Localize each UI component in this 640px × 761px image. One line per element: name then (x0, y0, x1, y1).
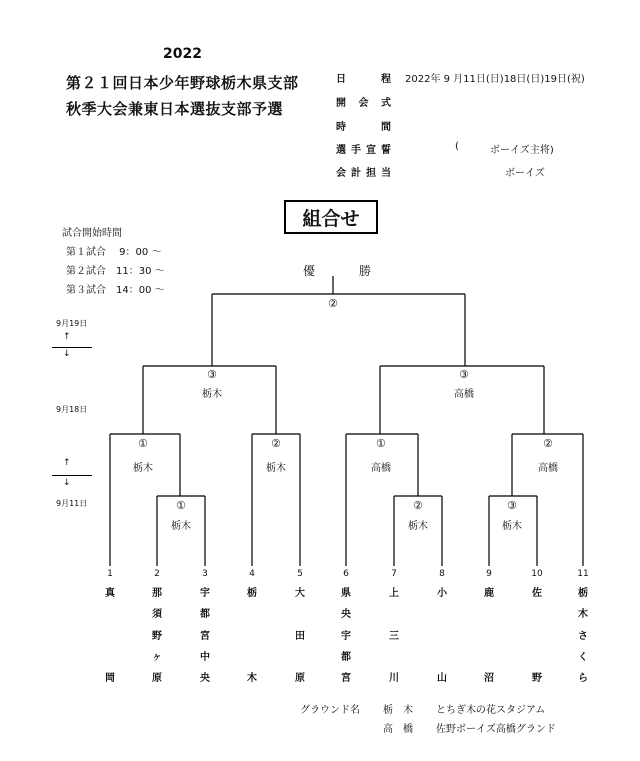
date-sep11: 9月11日 (56, 499, 88, 508)
time-label: 時 間 (336, 122, 392, 133)
team-number: 5 (297, 569, 303, 579)
team-name-char: 宮 (341, 673, 351, 684)
team-name-char: 央 (200, 673, 210, 684)
team-name-char: 宮 (200, 631, 210, 642)
final-game-number: ② (328, 297, 338, 310)
r1c-game-number: ③ (507, 499, 517, 512)
qf4-venue: 高橋 (538, 463, 558, 474)
team-name-char: 央 (341, 609, 351, 620)
qf3-venue: 高橋 (371, 463, 391, 474)
team-number: 3 (202, 569, 208, 579)
team-name-char: 木 (247, 673, 257, 684)
qf1-venue: 栃木 (133, 463, 153, 474)
schedule-label: 日 程 (336, 74, 392, 85)
team-name-char: 真 (105, 588, 115, 599)
qf2-game-number: ② (271, 437, 281, 450)
team-name-char: 大 (295, 588, 305, 599)
champion-label: 優 勝 (303, 264, 388, 278)
qf1-bracket-line (110, 434, 180, 566)
final-bracket-line (212, 276, 465, 366)
opening-ceremony-label: 開 会 式 (336, 98, 392, 109)
team-name-char: 栃 (578, 588, 588, 599)
team-number: 7 (391, 569, 397, 579)
team-name-char: さ (578, 631, 588, 642)
schedule-value: 2022年 9 月11日(日)18日(日)19日(祝) (405, 74, 585, 85)
tournament-title-line1: 第２１回日本少年野球栃木県支部 (66, 74, 299, 92)
semi-left-venue: 栃木 (202, 389, 222, 400)
up-arrow-icon: ↑ (63, 332, 71, 342)
r1c-venue: 栃木 (502, 521, 522, 532)
team-name-char: ヶ (152, 652, 162, 663)
team-name-char: 宇 (200, 588, 210, 599)
start-time-game1: 第１試合 9：00 ～ (66, 247, 162, 258)
team-name-char: 宇 (341, 631, 351, 642)
down-arrow-icon: ↓ (63, 478, 71, 488)
player-oath-value: ボーイズ主将) (490, 145, 554, 156)
qf2-venue: 栃木 (266, 463, 286, 474)
team-name-char: 田 (295, 631, 305, 642)
team-name-char: 小 (437, 588, 447, 599)
ground-label: グラウンド名 (300, 705, 360, 716)
r1a-game-number: ① (176, 499, 186, 512)
r1b-game-number: ② (413, 499, 423, 512)
team-name-char: 都 (200, 609, 210, 620)
team-name-char: 三 (389, 631, 399, 642)
semi-right-game-number: ③ (459, 368, 469, 381)
team-name-char: 栃 (247, 588, 257, 599)
team-number: 11 (577, 569, 589, 579)
team-number: 1 (107, 569, 113, 579)
semi-right-venue: 高橋 (454, 389, 474, 400)
ground-row2-venue: 高 橋 (383, 724, 413, 735)
team-name-char: 須 (152, 609, 162, 620)
start-times-heading: 試合開始時間 (62, 228, 122, 239)
ground-row1-name: とちぎ木の花スタジアム (436, 705, 546, 716)
team-name-char: 川 (389, 673, 399, 684)
team-name-char: 佐 (532, 588, 542, 599)
ground-row2-name: 佐野ボーイズ高橋グランド (436, 724, 556, 735)
team-name-char: 原 (152, 673, 162, 684)
team-name-char: 木 (578, 609, 588, 620)
team-number: 10 (531, 569, 543, 579)
date-sep19: 9月19日 (56, 319, 88, 328)
team-name-char: 野 (152, 631, 162, 642)
team-name-char: 野 (532, 673, 542, 684)
team-name-char: 都 (341, 652, 351, 663)
qf3-game-number: ① (376, 437, 386, 450)
qf4-bracket-line (512, 434, 583, 566)
team-name-char: 岡 (105, 673, 115, 684)
start-time-game3: 第３試合 14：00 ～ (66, 285, 165, 296)
r1a-venue: 栃木 (171, 521, 191, 532)
accounting-label: 会 計 担 当 (336, 168, 392, 179)
team-name-char: 沼 (484, 673, 494, 684)
date-sep18: 9月18日 (56, 405, 88, 414)
player-oath-open-paren: ( (455, 141, 459, 152)
team-name-char: 上 (389, 588, 399, 599)
qf3-bracket-line (346, 434, 418, 566)
team-name-char: 県 (341, 588, 351, 599)
up-arrow-icon: ↑ (63, 458, 71, 468)
team-name-char: ら (578, 673, 588, 684)
down-arrow-icon: ↓ (63, 349, 71, 359)
team-number: 2 (154, 569, 160, 579)
team-number: 4 (249, 569, 255, 579)
qf1-game-number: ① (138, 437, 148, 450)
r1b-venue: 栃木 (408, 521, 428, 532)
ground-row1-venue: 栃 木 (383, 705, 413, 716)
year: 2022 (163, 46, 202, 62)
semi-left-game-number: ③ (207, 368, 217, 381)
player-oath-label: 選 手 宣 誓 (336, 145, 392, 156)
team-number: 6 (343, 569, 349, 579)
team-number: 8 (439, 569, 445, 579)
tournament-title-line2: 秋季大会兼東日本選抜支部予選 (66, 100, 284, 118)
team-name-char: 鹿 (484, 588, 494, 599)
bracket-heading-box: 組合せ (284, 200, 378, 234)
team-number: 9 (486, 569, 492, 579)
team-name-char: 中 (200, 652, 210, 663)
team-name-char: く (578, 652, 588, 663)
team-name-char: 山 (437, 673, 447, 684)
accounting-value: ボーイズ (505, 168, 545, 179)
start-time-game2: 第２試合 11：30 ～ (66, 266, 165, 277)
team-name-char: 原 (295, 673, 305, 684)
team-name-char: 那 (152, 588, 162, 599)
qf2-bracket-line (252, 434, 300, 566)
qf4-game-number: ② (543, 437, 553, 450)
